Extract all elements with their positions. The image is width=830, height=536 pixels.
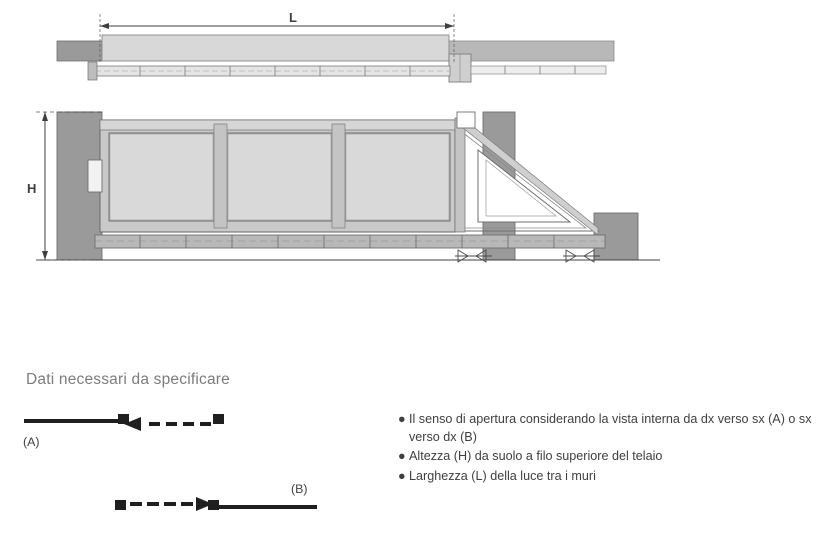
bullet-marker: ● (398, 412, 406, 426)
arrow-right-dashed-icon (115, 497, 317, 511)
list-item-label: Larghezza (L) della luce tra i muri (409, 468, 596, 483)
section-title: Dati necessari da specificare (26, 371, 230, 388)
list-item-label: Altezza (H) da suolo a filo superiore del telaio (409, 449, 663, 463)
direction-label-b: (B) (291, 482, 308, 496)
arrow-left-dashed-icon (24, 414, 224, 431)
list-item (398, 411, 818, 446)
list-item-label: Il senso di apertura considerando la vista interna da dx verso sx (A) o sx verso dx (B) (409, 412, 812, 444)
gate-top-view-icon (57, 35, 614, 82)
list-item (398, 468, 818, 486)
length-dimension-label: L (289, 10, 297, 25)
list-item (398, 448, 818, 466)
requirements-list (398, 411, 818, 487)
direction-label-a: (A) (23, 435, 40, 449)
gate-front-view-icon (36, 112, 660, 262)
height-dimension-label: H (27, 181, 37, 196)
bullet-marker: ● (398, 468, 406, 483)
bullet-marker: ● (398, 449, 406, 463)
